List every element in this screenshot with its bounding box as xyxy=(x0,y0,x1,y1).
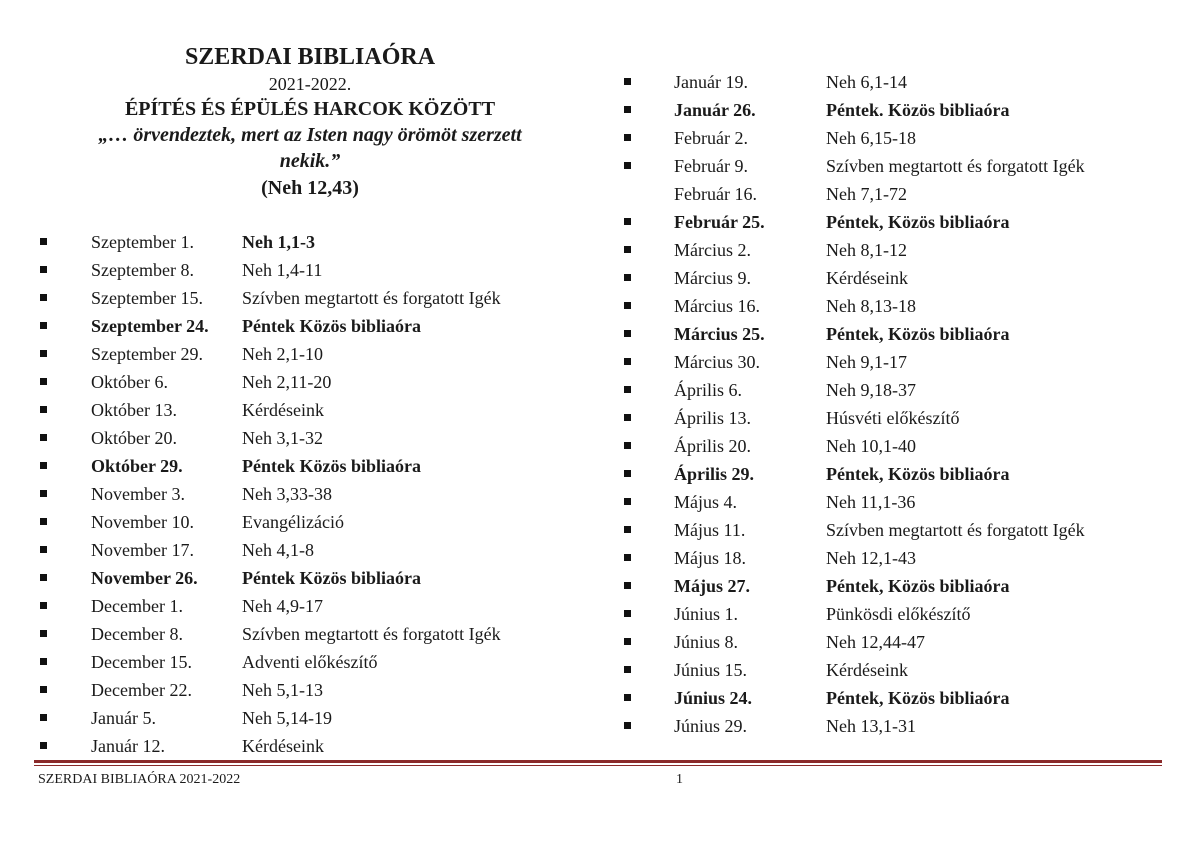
bullet-icon xyxy=(624,358,631,365)
bullet-icon xyxy=(624,526,631,533)
bullet-icon xyxy=(40,434,47,441)
schedule-date: Április 6. xyxy=(674,380,743,400)
bullet-icon xyxy=(40,518,47,525)
schedule-topic: Péntek, Közös bibliaóra xyxy=(826,212,1010,232)
bullet-icon xyxy=(40,462,47,469)
schedule-row xyxy=(624,68,1169,96)
schedule-date: December 15. xyxy=(91,652,192,672)
schedule-topic: Péntek Közös bibliaóra xyxy=(242,456,421,476)
schedule-date: Február 25. xyxy=(674,212,765,232)
schedule-date: Március 25. xyxy=(674,324,765,344)
schedule-topic: Neh 4,9-17 xyxy=(242,596,323,616)
schedule-right-column xyxy=(624,68,1169,740)
schedule-topic: Péntek, Közös bibliaóra xyxy=(826,464,1010,484)
schedule-topic: Neh 3,33-38 xyxy=(242,484,332,504)
bullet-icon xyxy=(40,630,47,637)
schedule-topic: Szívben megtartott és forgatott Igék xyxy=(826,156,1085,176)
schedule-topic: Neh 2,1-10 xyxy=(242,344,323,364)
schedule-topic: Neh 4,1-8 xyxy=(242,540,314,560)
motto-line-2: nekik.” xyxy=(279,150,341,172)
schedule-row xyxy=(40,284,580,312)
schedule-date: Szeptember 15. xyxy=(91,288,203,308)
bullet-icon xyxy=(624,498,631,505)
schedule-row xyxy=(40,592,580,620)
schedule-date: Január 12. xyxy=(91,736,165,756)
schedule-row xyxy=(624,572,1169,600)
schedule-row xyxy=(40,508,580,536)
schedule-date: Május 27. xyxy=(674,576,750,596)
schedule-topic: Neh 6,15-18 xyxy=(826,128,916,148)
bullet-icon xyxy=(40,546,47,553)
schedule-row xyxy=(624,320,1169,348)
schedule-topic: Szívben megtartott és forgatott Igék xyxy=(826,520,1085,540)
bullet-icon xyxy=(624,694,631,701)
schedule-row xyxy=(624,600,1169,628)
schedule-row xyxy=(624,516,1169,544)
schedule-row xyxy=(40,452,580,480)
schedule-topic: Adventi előkészítő xyxy=(242,652,378,672)
bullet-icon xyxy=(624,610,631,617)
schedule-topic: Neh 6,1-14 xyxy=(826,72,907,92)
schedule-topic: Evangélizáció xyxy=(242,512,344,532)
schedule-topic: Péntek Közös bibliaóra xyxy=(242,568,421,588)
schedule-date: Április 13. xyxy=(674,408,752,428)
schedule-date: Február 9. xyxy=(674,156,748,176)
bullet-icon xyxy=(624,442,631,449)
series-title: ÉPÍTÉS ÉS ÉPÜLÉS HARCOK KÖZÖTT xyxy=(124,98,496,120)
schedule-date: November 10. xyxy=(91,512,194,532)
schedule-topic: Neh 11,1-36 xyxy=(826,492,916,512)
bullet-icon xyxy=(624,722,631,729)
schedule-topic: Péntek, Közös bibliaóra xyxy=(826,576,1010,596)
schedule-row xyxy=(624,460,1169,488)
schedule-date: Április 20. xyxy=(674,436,752,456)
schedule-date: December 1. xyxy=(91,596,183,616)
schedule-topic: Péntek, Közös bibliaóra xyxy=(826,688,1010,708)
bullet-icon xyxy=(40,322,47,329)
schedule-date: November 26. xyxy=(91,568,198,588)
bullet-icon xyxy=(624,666,631,673)
schedule-row xyxy=(624,180,1169,208)
schedule-row xyxy=(624,376,1169,404)
schedule-date: Szeptember 8. xyxy=(91,260,194,280)
bullet-icon xyxy=(624,470,631,477)
schedule-row xyxy=(624,292,1169,320)
schedule-topic: Szívben megtartott és forgatott Igék xyxy=(242,624,501,644)
bullet-icon xyxy=(40,378,47,385)
schedule-row xyxy=(40,676,580,704)
schedule-date: November 3. xyxy=(91,484,185,504)
bullet-icon xyxy=(624,246,631,253)
schedule-date: Május 11. xyxy=(674,520,746,540)
bullet-icon xyxy=(624,386,631,393)
bullet-icon xyxy=(624,106,631,113)
schedule-date: Március 16. xyxy=(674,296,760,316)
schedule-date: Május 4. xyxy=(674,492,737,512)
schedule-date: Április 29. xyxy=(674,464,755,484)
schedule-row xyxy=(624,684,1169,712)
bullet-icon xyxy=(624,274,631,281)
schedule-row xyxy=(624,544,1169,572)
bullet-icon xyxy=(40,658,47,665)
schedule-topic: Péntek Közös bibliaóra xyxy=(242,316,421,336)
schedule-date: Október 20. xyxy=(91,428,177,448)
schedule-topic: Neh 13,1-31 xyxy=(826,716,916,736)
schedule-topic: Kérdéseink xyxy=(242,400,324,420)
bullet-icon xyxy=(40,490,47,497)
schedule-row xyxy=(40,424,580,452)
schedule-topic: Neh 7,1-72 xyxy=(826,184,907,204)
schedule-row xyxy=(624,628,1169,656)
footer-rule xyxy=(34,760,1162,763)
schedule-row xyxy=(624,208,1169,236)
footer-rule-thin xyxy=(34,765,1162,766)
schedule-topic: Neh 8,13-18 xyxy=(826,296,916,316)
schedule-row xyxy=(624,712,1169,740)
schedule-row xyxy=(624,432,1169,460)
bullet-icon xyxy=(40,294,47,301)
schedule-topic: Neh 2,11-20 xyxy=(242,372,332,392)
schedule-date: Június 8. xyxy=(674,632,739,652)
bullet-icon xyxy=(624,554,631,561)
schedule-row xyxy=(624,656,1169,684)
schedule-row xyxy=(40,732,580,760)
schedule-row xyxy=(40,256,580,284)
schedule-date: Október 13. xyxy=(91,400,177,420)
schedule-date: November 17. xyxy=(91,540,194,560)
schedule-date: Szeptember 24. xyxy=(91,316,209,336)
schedule-date: Január 26. xyxy=(674,100,756,120)
bullet-icon xyxy=(40,350,47,357)
bullet-icon xyxy=(40,686,47,693)
schedule-row xyxy=(624,236,1169,264)
schedule-row xyxy=(40,704,580,732)
schedule-date: Június 1. xyxy=(674,604,739,624)
schedule-topic: Neh 1,1-3 xyxy=(242,232,315,252)
schedule-topic: Neh 3,1-32 xyxy=(242,428,323,448)
bullet-icon xyxy=(40,406,47,413)
document-header xyxy=(60,42,560,202)
bullet-icon xyxy=(624,302,631,309)
schedule-date: Március 30. xyxy=(674,352,760,372)
schedule-row xyxy=(624,264,1169,292)
bullet-icon xyxy=(624,582,631,589)
schedule-row xyxy=(40,620,580,648)
schedule-date: Január 19. xyxy=(674,72,748,92)
schedule-topic: Neh 5,14-19 xyxy=(242,708,332,728)
schedule-topic: Neh 1,4-11 xyxy=(242,260,323,280)
bullet-icon xyxy=(40,238,47,245)
schedule-row xyxy=(40,228,580,256)
schedule-topic: Kérdéseink xyxy=(242,736,324,756)
schedule-row xyxy=(40,536,580,564)
schedule-date: Február 2. xyxy=(674,128,748,148)
bullet-icon xyxy=(624,414,631,421)
schedule-topic: Neh 9,1-17 xyxy=(826,352,907,372)
bullet-icon xyxy=(40,602,47,609)
schedule-row xyxy=(40,368,580,396)
schedule-left-column xyxy=(40,228,580,760)
bullet-icon xyxy=(624,78,631,85)
schedule-topic: Neh 12,44-47 xyxy=(826,632,925,652)
bullet-icon xyxy=(40,742,47,749)
schedule-topic: Neh 10,1-40 xyxy=(826,436,916,456)
schedule-date: December 8. xyxy=(91,624,183,644)
schedule-row xyxy=(624,404,1169,432)
bullet-icon xyxy=(40,714,47,721)
schedule-topic: Szívben megtartott és forgatott Igék xyxy=(242,288,501,308)
page-number: 1 xyxy=(676,772,683,787)
schedule-topic: Neh 12,1-43 xyxy=(826,548,916,568)
schedule-date: Szeptember 29. xyxy=(91,344,203,364)
schedule-row xyxy=(40,480,580,508)
schedule-row xyxy=(624,348,1169,376)
schedule-date: Június 15. xyxy=(674,660,748,680)
schedule-date: Február 16. xyxy=(674,184,757,204)
bullet-icon xyxy=(624,330,631,337)
schedule-date: Március 2. xyxy=(674,240,751,260)
bullet-icon xyxy=(624,638,631,645)
footer-title: SZERDAI BIBLIAÓRA 2021-2022 xyxy=(38,772,241,787)
schedule-date: Június 24. xyxy=(674,688,753,708)
bullet-icon xyxy=(40,574,47,581)
schedule-date: Október 6. xyxy=(91,372,168,392)
motto-reference: (Neh 12,43) xyxy=(261,177,359,199)
schedule-topic: Péntek, Közös bibliaóra xyxy=(826,324,1010,344)
bullet-icon xyxy=(624,218,631,225)
schedule-row xyxy=(40,312,580,340)
schedule-topic: Húsvéti előkészítő xyxy=(826,408,960,428)
schedule-date: December 22. xyxy=(91,680,192,700)
schedule-date: Január 5. xyxy=(91,708,156,728)
schedule-row xyxy=(624,124,1169,152)
motto-line-1: „… örvendeztek, mert az Isten nagy örömöt szerzett xyxy=(98,124,522,146)
schedule-topic: Kérdéseink xyxy=(826,660,908,680)
bullet-icon xyxy=(40,266,47,273)
schedule-date: Március 9. xyxy=(674,268,751,288)
schedule-date: Június 29. xyxy=(674,716,748,736)
schedule-row xyxy=(624,152,1169,180)
schedule-date: Szeptember 1. xyxy=(91,232,194,252)
schedule-row xyxy=(40,340,580,368)
bullet-icon xyxy=(624,134,631,141)
schedule-row xyxy=(624,96,1169,124)
schedule-topic: Neh 5,1-13 xyxy=(242,680,323,700)
schedule-topic: Kérdéseink xyxy=(826,268,908,288)
schedule-row xyxy=(40,648,580,676)
schedule-date: Május 18. xyxy=(674,548,746,568)
schedule-topic: Péntek. Közös bibliaóra xyxy=(826,100,1010,120)
schedule-topic: Neh 8,1-12 xyxy=(826,240,907,260)
bullet-icon xyxy=(624,162,631,169)
schedule-topic: Pünkösdi előkészítő xyxy=(826,604,971,624)
schedule-row xyxy=(624,488,1169,516)
schedule-date: Október 29. xyxy=(91,456,183,476)
schedule-topic: Neh 9,18-37 xyxy=(826,380,916,400)
school-year: 2021-2022. xyxy=(268,74,352,94)
schedule-row xyxy=(40,396,580,424)
page-title: SZERDAI BIBLIAÓRA xyxy=(184,44,436,70)
schedule-row xyxy=(40,564,580,592)
